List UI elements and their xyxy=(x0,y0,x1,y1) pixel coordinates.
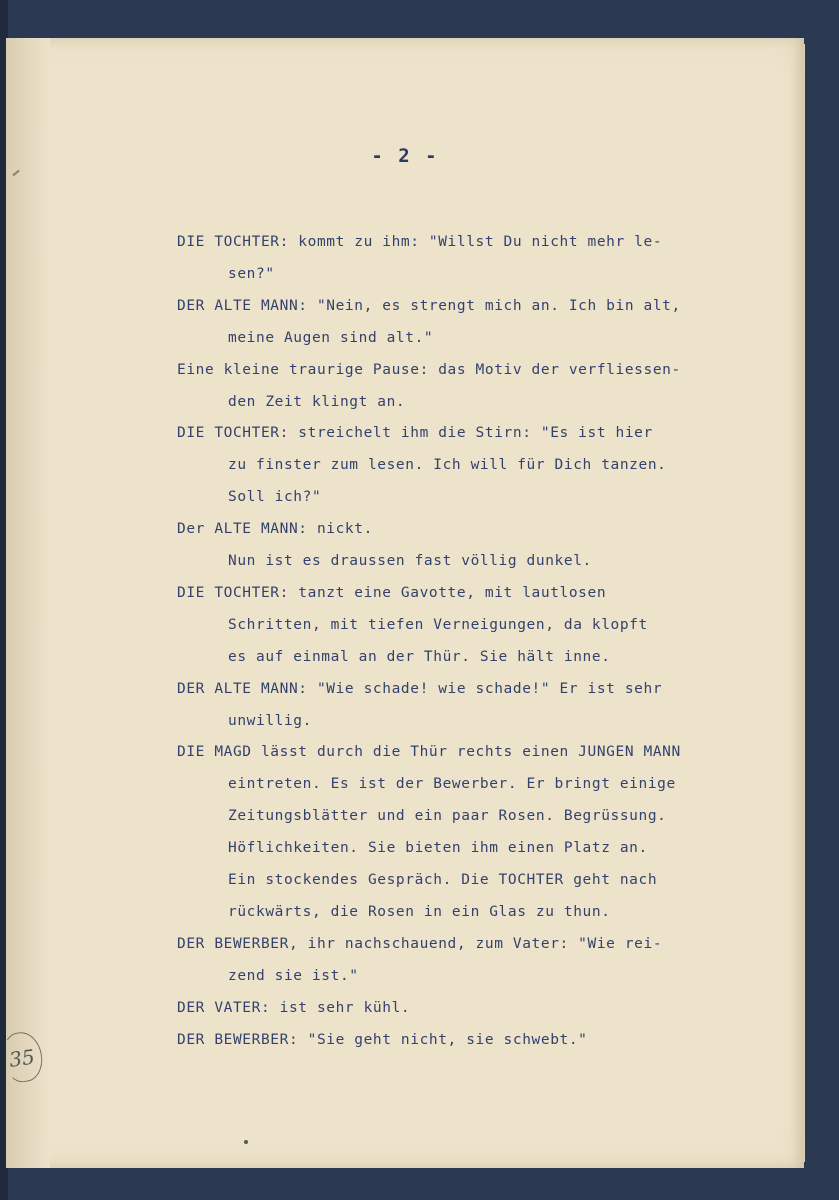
script-line: eintreten. Es ist der Bewerber. Er bringt einige xyxy=(228,776,676,793)
script-line: rückwärts, die Rosen in ein Glas zu thun. xyxy=(228,903,611,920)
script-line: den Zeit klingt an. xyxy=(228,393,406,410)
script-line: Schritten, mit tiefen Verneigungen, da klopft xyxy=(228,616,648,633)
script-line: sen?" xyxy=(228,265,275,282)
page-number: - 2 - xyxy=(371,145,439,167)
page-fold-shadow xyxy=(6,38,50,1168)
script-line: Eine kleine traurige Pause: das Motiv der verfliessen- xyxy=(177,361,681,378)
script-line: Zeitungsblätter und ein paar Rosen. Begrüssung. xyxy=(228,808,667,825)
script-line: DIE MAGD lässt durch die Thür rechts einen JUNGEN MANN xyxy=(177,744,681,761)
script-line: DER ALTE MANN: "Wie schade! wie schade!" Er ist sehr xyxy=(177,680,663,697)
ink-dot xyxy=(244,1140,248,1144)
script-line: zend sie ist." xyxy=(228,967,359,984)
script-line: unwillig. xyxy=(228,712,312,729)
script-line: meine Augen sind alt." xyxy=(228,329,434,346)
script-line: DIE TOCHTER: tanzt eine Gavotte, mit lautlosen xyxy=(177,584,607,601)
script-line: DER BEWERBER, ihr nachschauend, zum Vater: "Wie rei- xyxy=(177,935,663,952)
handwritten-page-note: 35 xyxy=(1,1030,46,1085)
script-line: es auf einmal an der Thür. Sie hält inne. xyxy=(228,648,611,665)
script-line: Soll ich?" xyxy=(228,489,322,506)
script-line: DER BEWERBER: "Sie geht nicht, sie schwebt." xyxy=(177,1031,588,1048)
script-line: zu finster zum lesen. Ich will für Dich tanzen. xyxy=(228,457,667,474)
script-line: DIE TOCHTER: streichelt ihm die Stirn: "Es ist hier xyxy=(177,425,653,442)
script-line: DER ALTE MANN: "Nein, es strengt mich an. Ich bin alt, xyxy=(177,297,681,314)
script-line: DER VATER: ist sehr kühl. xyxy=(177,999,411,1016)
script-line: Der ALTE MANN: nickt. xyxy=(177,521,373,538)
script-line: Ein stockendes Gespräch. Die TOCHTER geht nach xyxy=(228,872,658,888)
script-line: Nun ist es draussen fast völlig dunkel. xyxy=(228,553,592,569)
script-line: DIE TOCHTER: kommt zu ihm: "Willst Du nicht mehr le- xyxy=(177,234,663,250)
script-line: Höflichkeiten. Sie bieten ihm einen Platz an. xyxy=(228,840,648,857)
